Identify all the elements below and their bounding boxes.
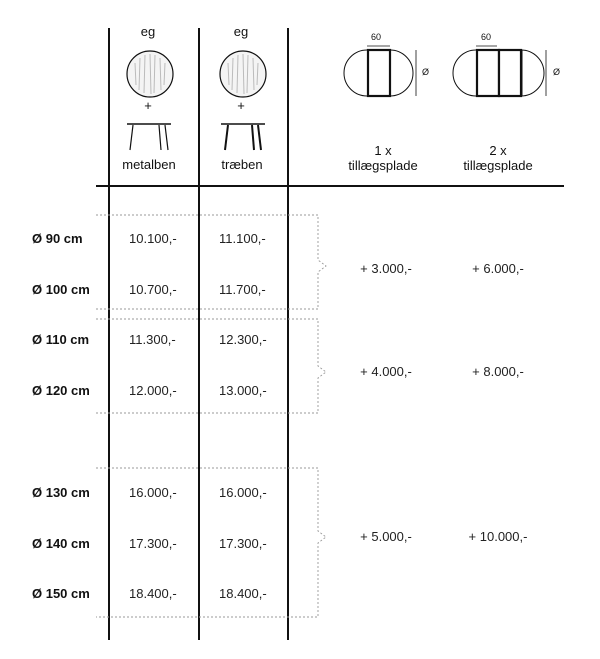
oak-tabletop-icon	[219, 50, 267, 98]
price-one-plate: + 5.000,-	[360, 529, 412, 544]
size-label: Ø 130 cm	[32, 485, 90, 500]
price-wooden-legs: 17.300,-	[219, 536, 267, 551]
price-wooden-legs: 18.400,-	[219, 586, 267, 601]
size-label: Ø 150 cm	[32, 586, 90, 601]
group-bracket-2	[94, 316, 334, 416]
leg-label-1: metalben	[122, 157, 176, 172]
extension-count-1: 1 x	[374, 143, 392, 158]
plus-sign-2: +	[237, 98, 245, 113]
price-wooden-legs: 11.700,-	[219, 282, 266, 297]
price-wooden-legs: 11.100,-	[219, 231, 266, 246]
extension-name-2: tillægsplade	[463, 158, 533, 173]
price-metal-legs: 10.700,-	[129, 282, 177, 297]
wooden-legs-icon	[220, 122, 266, 152]
size-label: Ø 120 cm	[32, 383, 90, 398]
price-wooden-legs: 13.000,-	[219, 383, 267, 398]
price-one-plate: + 4.000,-	[360, 364, 412, 379]
price-wooden-legs: 16.000,-	[219, 485, 267, 500]
header-rule	[96, 185, 564, 187]
extension-count-2: 2 x	[489, 143, 507, 158]
extension-width-label-1: 60	[370, 32, 381, 42]
price-two-plates: + 10.000,-	[468, 529, 528, 544]
size-label: Ø 110 cm	[32, 332, 90, 347]
diameter-symbol-1: Ø	[422, 67, 430, 77]
price-metal-legs: 10.100,-	[129, 231, 177, 246]
plus-sign-1: +	[144, 98, 152, 113]
table-with-two-plates-icon	[453, 44, 555, 102]
size-label: Ø 100 cm	[32, 282, 90, 297]
leg-label-2: træben	[221, 157, 263, 172]
size-label: Ø 140 cm	[32, 536, 90, 551]
price-metal-legs: 17.300,-	[129, 536, 177, 551]
price-metal-legs: 12.000,-	[129, 383, 177, 398]
price-metal-legs: 11.300,-	[129, 332, 176, 347]
price-one-plate: + 3.000,-	[360, 261, 412, 276]
diameter-symbol-2: Ø	[553, 67, 561, 77]
size-label: Ø 90 cm	[32, 231, 83, 246]
group-bracket-1	[94, 212, 334, 312]
oak-tabletop-icon	[126, 50, 174, 98]
wood-label-2: eg	[233, 24, 249, 39]
metal-legs-icon	[126, 122, 172, 152]
extension-width-label-2: 60	[480, 32, 491, 42]
price-two-plates: + 8.000,-	[472, 364, 524, 379]
price-metal-legs: 18.400,-	[129, 586, 177, 601]
price-wooden-legs: 12.300,-	[219, 332, 267, 347]
extension-name-1: tillægsplade	[348, 158, 418, 173]
price-two-plates: + 6.000,-	[472, 261, 524, 276]
price-metal-legs: 16.000,-	[129, 485, 177, 500]
wood-label-1: eg	[140, 24, 156, 39]
